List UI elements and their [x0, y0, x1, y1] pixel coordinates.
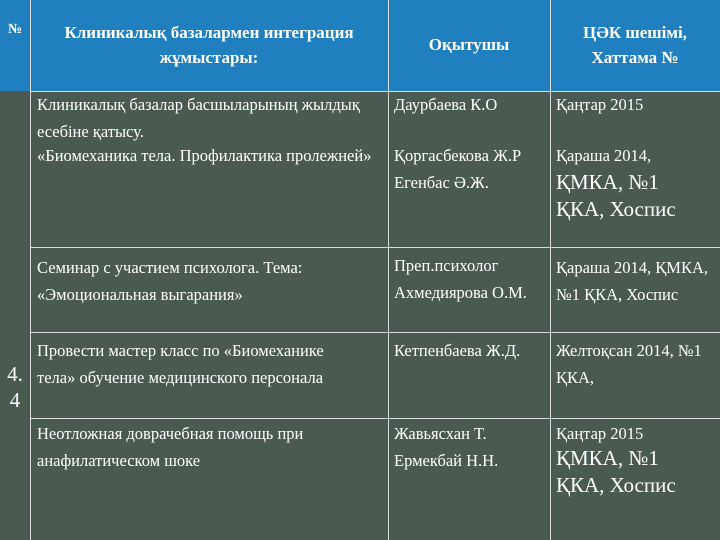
- row-1-work: Клиникалық базалар басшыларының жылдық есебіне қатысу.: [37, 95, 360, 141]
- divider: [30, 0, 31, 540]
- divider: [30, 247, 720, 248]
- divider: [30, 332, 720, 333]
- row-number: 4. 4: [7, 362, 23, 413]
- divider: [388, 0, 389, 540]
- divider: [550, 0, 551, 540]
- row-2-decision-date: Қараша 2014,: [556, 146, 652, 165]
- header-number: №: [7, 22, 23, 37]
- row-3-decision: Қараша 2014, ҚМКА, №1 ҚКА, Хоспис: [556, 258, 709, 304]
- row-1-teacher: Даурбаева К.О: [394, 95, 498, 114]
- row-2-work: «Биомеханика тела. Профилактика пролежней»: [37, 146, 372, 165]
- row-5-teacher: Жавьясхан Т. Ермекбай Н.Н.: [394, 424, 499, 470]
- row-5-work: Неотложная доврачебная помощь при анафилатическом шоке: [37, 424, 304, 470]
- row-3-teacher: Преп.психолог Ахмедиярова О.М.: [394, 256, 527, 302]
- row-1-decision: Қаңтар 2015: [556, 95, 644, 114]
- row-4-decision: Желтоқсан 2014, №1 ҚКА,: [556, 341, 702, 387]
- header-decision: ЦӘК шешімі, Хаттама №: [583, 22, 687, 67]
- table-header: [0, 0, 720, 91]
- row-5-decision-place: ҚМКА, №1 ҚКА, Хоспис: [556, 446, 676, 498]
- header-teacher: Оқытушы: [428, 35, 510, 55]
- row-2-teacher: Қоргасбекова Ж.Р Егенбас Ә.Ж.: [394, 146, 522, 192]
- divider: [30, 418, 720, 419]
- row-4-teacher: Кетпенбаева Ж.Д.: [394, 341, 521, 360]
- row-4-work: Провести мастер класс по «Биомеханике тела» обучение медицинского персонала: [37, 341, 324, 387]
- row-5-decision-date: Қаңтар 2015: [556, 424, 644, 443]
- header-works: Клиникалық базалармен интеграция жұмыстары:: [64, 22, 354, 67]
- row-3-work: Семинар с участием психолога. Тема: «Эмоциональная выгарания»: [37, 258, 303, 304]
- row-2-decision-place: ҚМКА, №1 ҚКА, Хоспис: [556, 170, 676, 222]
